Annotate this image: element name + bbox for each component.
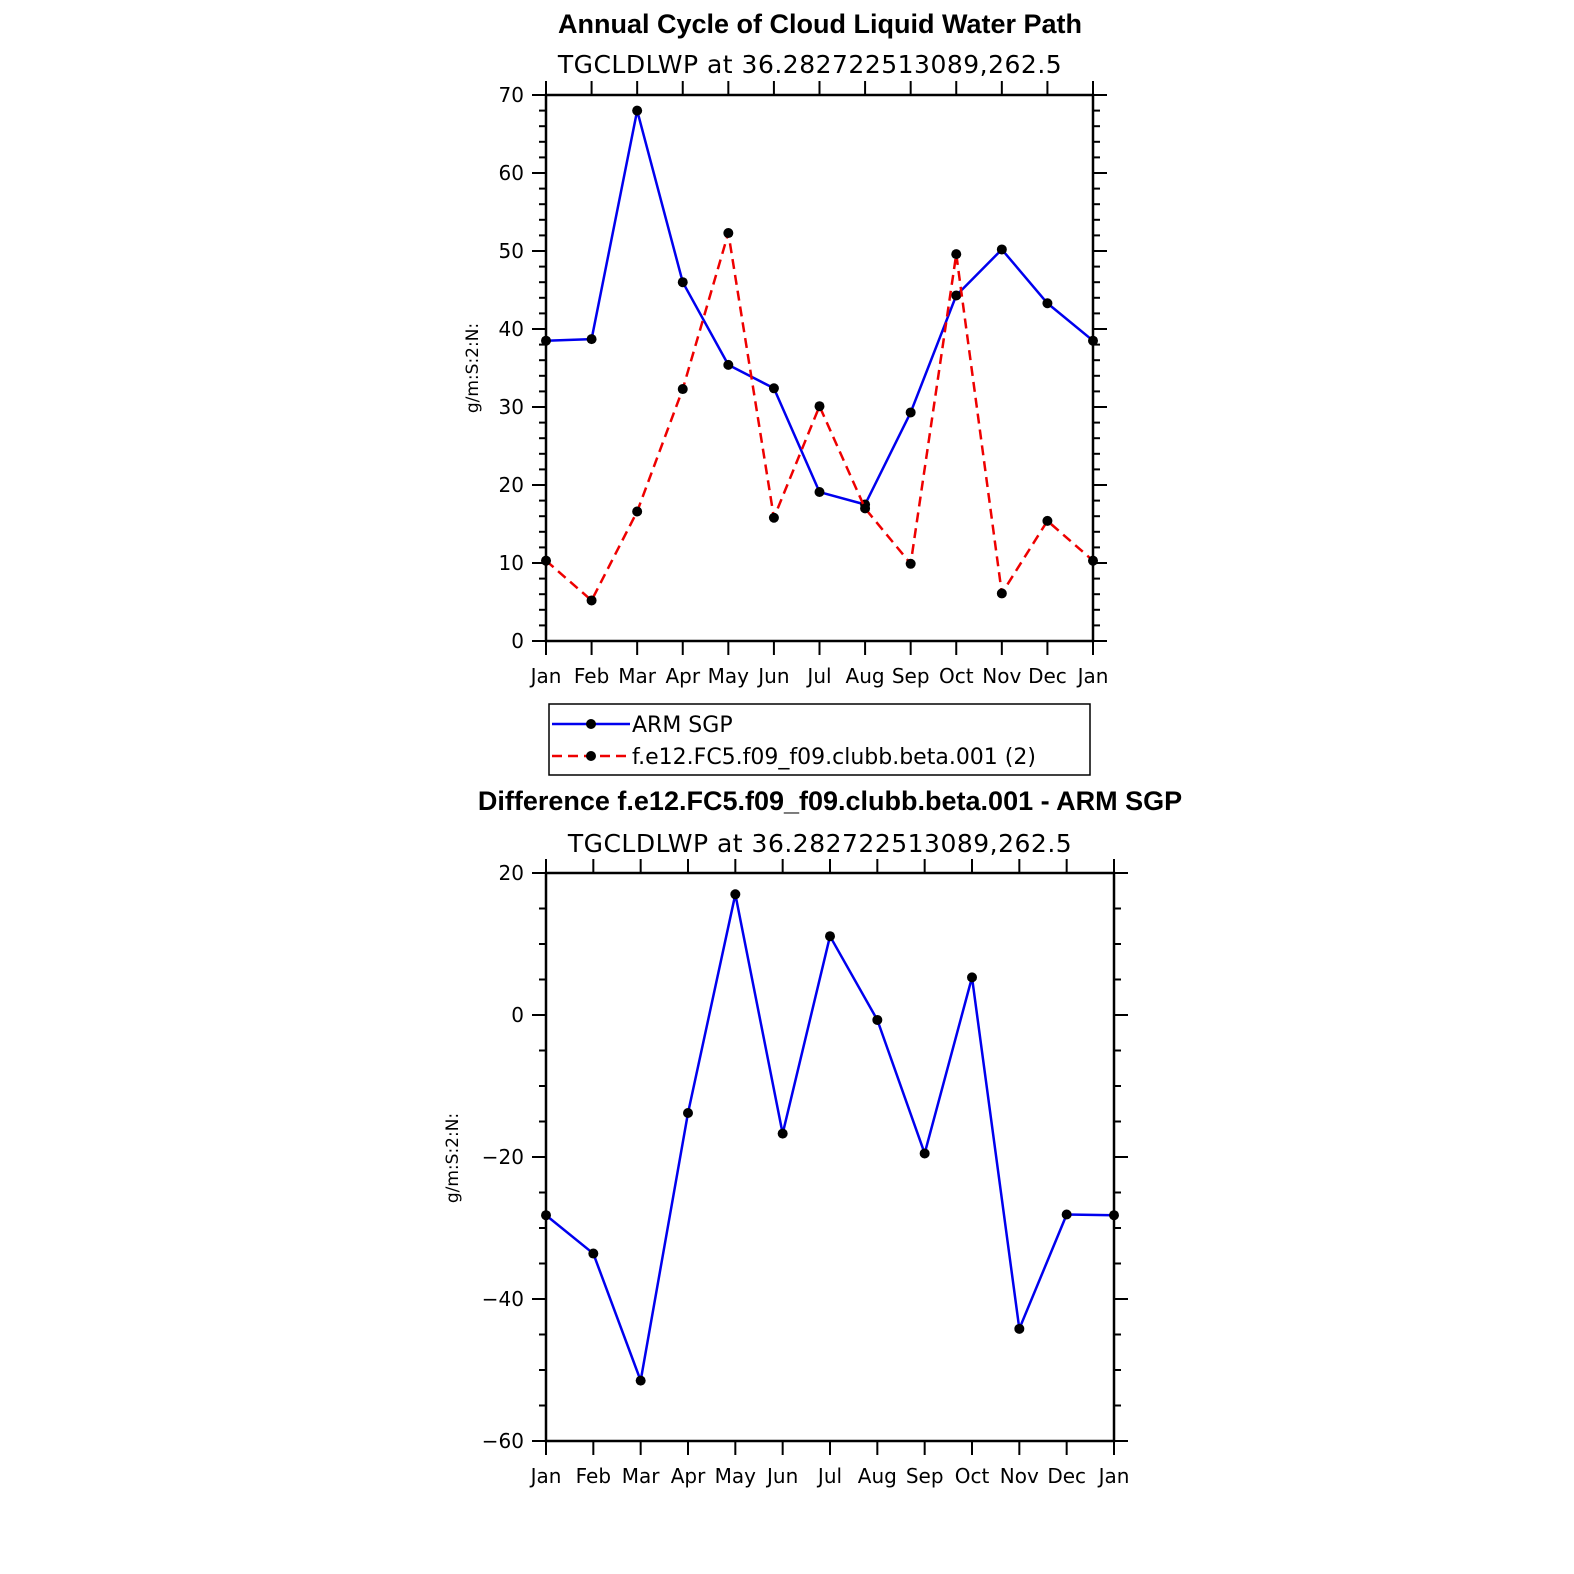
series-layer — [541, 106, 1098, 606]
series-0-point — [588, 1249, 598, 1259]
y-tick-label: 40 — [498, 317, 524, 341]
series-0-point — [636, 1376, 646, 1386]
x-tick-label-aug: Aug — [845, 664, 885, 688]
x-tick-label-jan: Jan — [530, 1464, 562, 1488]
y-tick-label: 70 — [498, 83, 524, 107]
x-tick-label-jul: Jul — [807, 664, 832, 688]
series-f-e12-fc5-f09-f09-clubb-beta-001-2-point — [951, 249, 961, 259]
series-0-point — [778, 1129, 788, 1139]
x-tick-label-dec: Dec — [1028, 664, 1067, 688]
chart-subtitle: TGCLDLWP at 36.282722513089,262.5 — [567, 829, 1073, 858]
y-axis-label: g/m:S:2:N: — [463, 322, 483, 414]
x-tick-label-jan: Jan — [530, 664, 562, 688]
legend-marker-model — [586, 751, 596, 761]
x-tick-label-jan: Jan — [1098, 1464, 1130, 1488]
legend-label-model: f.e12.FC5.f09_f09.clubb.beta.001 (2) — [632, 745, 1036, 770]
series-arm-sgp-point — [541, 336, 551, 346]
y-tick-label: 10 — [498, 551, 524, 575]
y-tick-label: 30 — [498, 395, 524, 419]
x-tick-label-jan: Jan — [1077, 664, 1109, 688]
series-0-point — [967, 972, 977, 982]
x-tick-label-jun: Jun — [758, 664, 790, 688]
chart-difference — [443, 786, 1182, 1488]
series-f-e12-fc5-f09-f09-clubb-beta-001-2-point — [860, 503, 870, 513]
series-arm-sgp-point — [678, 277, 688, 287]
x-tick-label-nov: Nov — [999, 1464, 1039, 1488]
series-f-e12-fc5-f09-f09-clubb-beta-001-2-point — [997, 588, 1007, 598]
y-tick-label: 20 — [498, 861, 524, 885]
series-f-e12-fc5-f09-f09-clubb-beta-001-2-point — [769, 513, 779, 523]
series-0-point — [541, 1210, 551, 1220]
series-f-e12-fc5-f09-f09-clubb-beta-001-2-point — [815, 401, 825, 411]
x-tick-label-sep: Sep — [905, 1464, 944, 1488]
series-0-point — [825, 931, 835, 941]
plot-frame — [546, 95, 1093, 641]
x-tick-label-sep: Sep — [891, 664, 930, 688]
plot-area — [482, 859, 1130, 1488]
y-tick-label: 50 — [498, 239, 524, 263]
chart-title: Annual Cycle of Cloud Liquid Water Path — [557, 9, 1083, 39]
series-0-point — [730, 889, 740, 899]
series-f-e12-fc5-f09-f09-clubb-beta-001-2-point — [723, 228, 733, 238]
series-0-point — [1014, 1324, 1024, 1334]
y-axis-label: g/m:S:2:N: — [443, 1112, 463, 1204]
x-tick-label-mar: Mar — [621, 1464, 660, 1488]
x-tick-label-jun: Jun — [767, 1464, 799, 1488]
chart-annual-cycle — [463, 9, 1108, 775]
series-f-e12-fc5-f09-f09-clubb-beta-001-2-point — [1088, 556, 1098, 566]
series-arm-sgp-point — [723, 360, 733, 370]
series-f-e12-fc5-f09-f09-clubb-beta-001-2-line — [546, 233, 1093, 600]
series-0-point — [920, 1148, 930, 1158]
x-tick-label-feb: Feb — [573, 664, 610, 688]
series-arm-sgp-point — [997, 244, 1007, 254]
series-0-point — [683, 1108, 693, 1118]
y-tick-label: 60 — [498, 161, 524, 185]
x-tick-label-feb: Feb — [575, 1464, 612, 1488]
series-f-e12-fc5-f09-f09-clubb-beta-001-2-point — [541, 556, 551, 566]
x-tick-label-apr: Apr — [670, 1464, 706, 1488]
series-arm-sgp-point — [1088, 336, 1098, 346]
x-tick-label-apr: Apr — [665, 664, 701, 688]
series-layer — [541, 889, 1119, 1385]
legend-marker-arm-sgp — [586, 719, 596, 729]
chart-subtitle: TGCLDLWP at 36.282722513089,262.5 — [557, 50, 1063, 79]
series-arm-sgp-line — [546, 111, 1093, 505]
series-f-e12-fc5-f09-f09-clubb-beta-001-2-point — [587, 595, 597, 605]
chart-title: Difference f.e12.FC5.f09_f09.clubb.beta.001 - ARM SGP — [477, 786, 1183, 816]
legend-label-arm-sgp: ARM SGP — [632, 713, 733, 738]
series-arm-sgp-point — [906, 407, 916, 417]
series-0-point — [1109, 1210, 1119, 1220]
x-tick-label-may: May — [714, 1464, 757, 1488]
y-tick-label: −60 — [481, 1429, 524, 1453]
series-arm-sgp-point — [587, 334, 597, 344]
x-tick-label-oct: Oct — [938, 664, 974, 688]
series-f-e12-fc5-f09-f09-clubb-beta-001-2-point — [906, 559, 916, 569]
series-f-e12-fc5-f09-f09-clubb-beta-001-2-point — [1042, 516, 1052, 526]
y-tick-label: −40 — [481, 1287, 524, 1311]
x-tick-label-mar: Mar — [618, 664, 657, 688]
series-arm-sgp-point — [769, 383, 779, 393]
series-arm-sgp-point — [815, 487, 825, 497]
y-tick-label: 20 — [498, 473, 524, 497]
series-f-e12-fc5-f09-f09-clubb-beta-001-2-point — [632, 507, 642, 517]
legend — [549, 704, 1090, 775]
series-arm-sgp-point — [1042, 298, 1052, 308]
y-tick-label: 0 — [511, 629, 524, 653]
y-tick-label: 0 — [511, 1003, 524, 1027]
series-f-e12-fc5-f09-f09-clubb-beta-001-2-point — [678, 384, 688, 394]
series-arm-sgp-point — [632, 106, 642, 116]
series-0-line — [546, 894, 1114, 1380]
x-tick-label-jul: Jul — [817, 1464, 843, 1488]
x-tick-label-may: May — [707, 664, 750, 688]
x-tick-label-oct: Oct — [954, 1464, 990, 1488]
x-tick-label-aug: Aug — [857, 1464, 897, 1488]
y-tick-label: −20 — [481, 1145, 524, 1169]
series-arm-sgp-point — [951, 290, 961, 300]
series-0-point — [1062, 1210, 1072, 1220]
x-tick-label-dec: Dec — [1047, 1464, 1087, 1488]
x-tick-label-nov: Nov — [982, 664, 1022, 688]
series-0-point — [872, 1015, 882, 1025]
